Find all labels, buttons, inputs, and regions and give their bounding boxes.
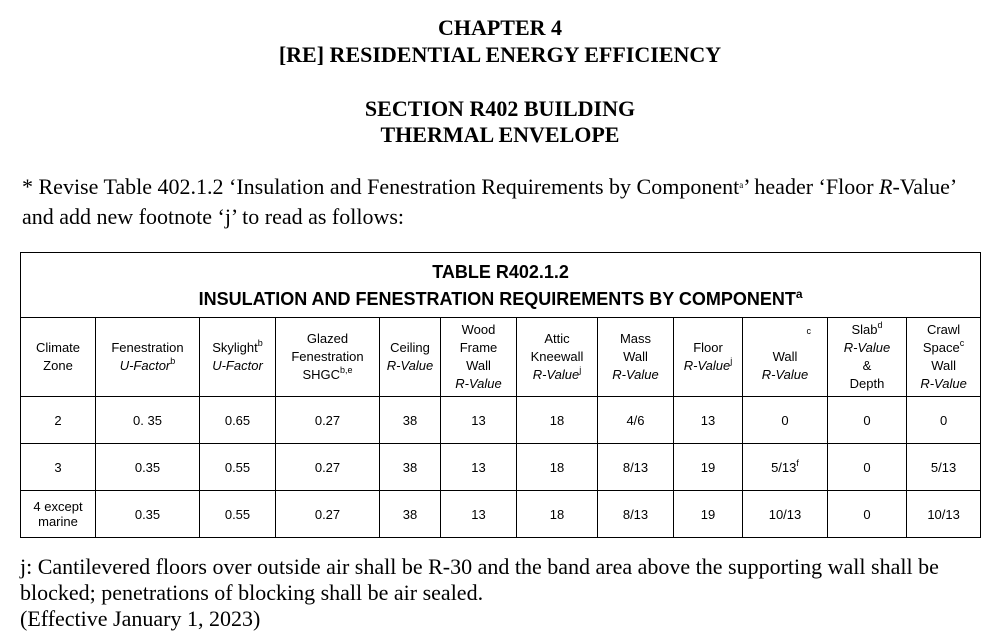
cell-mass: 4/6 [598,397,674,444]
header-floor-rvalue: Floor R-Value$^j$ [674,318,743,397]
header-skylight-ufactor: Skylight$^b$ U-Factor [200,318,276,397]
cell-fenestration: 0.35 [96,491,200,538]
cell-crawl: 10/13 [907,491,981,538]
header-mass-wall: Mass Wall R-Value [598,318,674,397]
cell-wood-frame: 13 [441,397,517,444]
chapter-title: [RE] RESIDENTIAL ENERGY EFFICIENCY [278,42,722,67]
cell-fenestration: 0. 35 [96,397,200,444]
header-climate-zone: Climate Zone [21,318,96,397]
cell-attic: 18 [517,491,598,538]
insulation-table [20,252,980,538]
footnote-line2: blocked; penetrations of blocking shall be air sealed. [20,580,484,605]
cell-attic: 18 [517,444,598,491]
table-subtitle: INSULATION AND FENESTRATION REQUIREMENTS BY COMPONENT$^a$ [198,287,803,309]
cell-shgc: 0.27 [276,444,380,491]
section-heading-line2: THERMAL ENVELOPE [380,122,620,147]
cell-shgc: 0.27 [276,491,380,538]
header-ceiling-rvalue: Ceiling R-Value [380,318,441,397]
cell-wood-frame: 13 [441,491,517,538]
cell-floor: 19 [674,491,743,538]
header-wood-frame-wall: Wood Frame Wall R-Value [441,318,517,397]
chapter-heading: CHAPTER 4 [437,15,563,40]
header-attic-kneewall: Attic Kneewall R-Value$^j$ [517,318,598,397]
cell-skylight: 0.65 [200,397,276,444]
table-title-cell [21,253,981,318]
cell-ceiling: 38 [380,444,441,491]
cell-slab: 0 [828,491,907,538]
cell-slab: 0 [828,444,907,491]
cell-ceiling: 38 [380,397,441,444]
header-crawl-space-wall: Crawl Space$^c$ Wall R-Value [907,318,981,397]
cell-wall: 0 [743,397,828,444]
cell-mass: 8/13 [598,444,674,491]
table-row [21,397,981,444]
footnote-j [20,554,990,632]
cell-zone: 3 [21,444,96,491]
header-slab-rvalue-depth: Slab$^d$ R-Value & Depth [828,318,907,397]
cell-floor: 19 [674,444,743,491]
cell-wall: 5/13$^f$ [743,444,828,491]
cell-zone: 4 except marine [21,491,96,538]
cell-wall: 10/13 [743,491,828,538]
cell-attic: 18 [517,397,598,444]
cell-floor: 13 [674,397,743,444]
table-row [21,491,981,538]
section-heading-line1: SECTION R402 BUILDING [364,96,636,121]
cell-fenestration: 0.35 [96,444,200,491]
cell-crawl: 0 [907,397,981,444]
footnote-line1: j: Cantilevered floors over outside air shall be R-30 and the band area above the supporting wall shall be [20,554,939,579]
cell-mass: 8/13 [598,491,674,538]
table-row [21,444,981,491]
cell-wood-frame: 13 [441,444,517,491]
cell-skylight: 0.55 [200,444,276,491]
cell-slab: 0 [828,397,907,444]
table-title: TABLE R402.1.2 [432,262,569,282]
cell-shgc: 0.27 [276,397,380,444]
cell-crawl: 5/13 [907,444,981,491]
header-wall-rvalue: c Wall R-Value [743,318,828,397]
header-glazed-shgc: Glazed Fenestration SHGC$^{b,e}$ [276,318,380,397]
header-fenestration-ufactor: Fenestration U-Factor$^b$ [96,318,200,397]
effective-date: (Effective January 1, 2023) [20,606,261,631]
cell-skylight: 0.55 [200,491,276,538]
cell-zone: 2 [21,397,96,444]
cell-ceiling: 38 [380,491,441,538]
intro-paragraph: * Revise Table 402.1.2 ‘Insulation and Fenestration Requirements by Component$^a$’ header ‘Floor R-Value’ and add new footnote ‘j’ to read as follows: [22,174,956,229]
